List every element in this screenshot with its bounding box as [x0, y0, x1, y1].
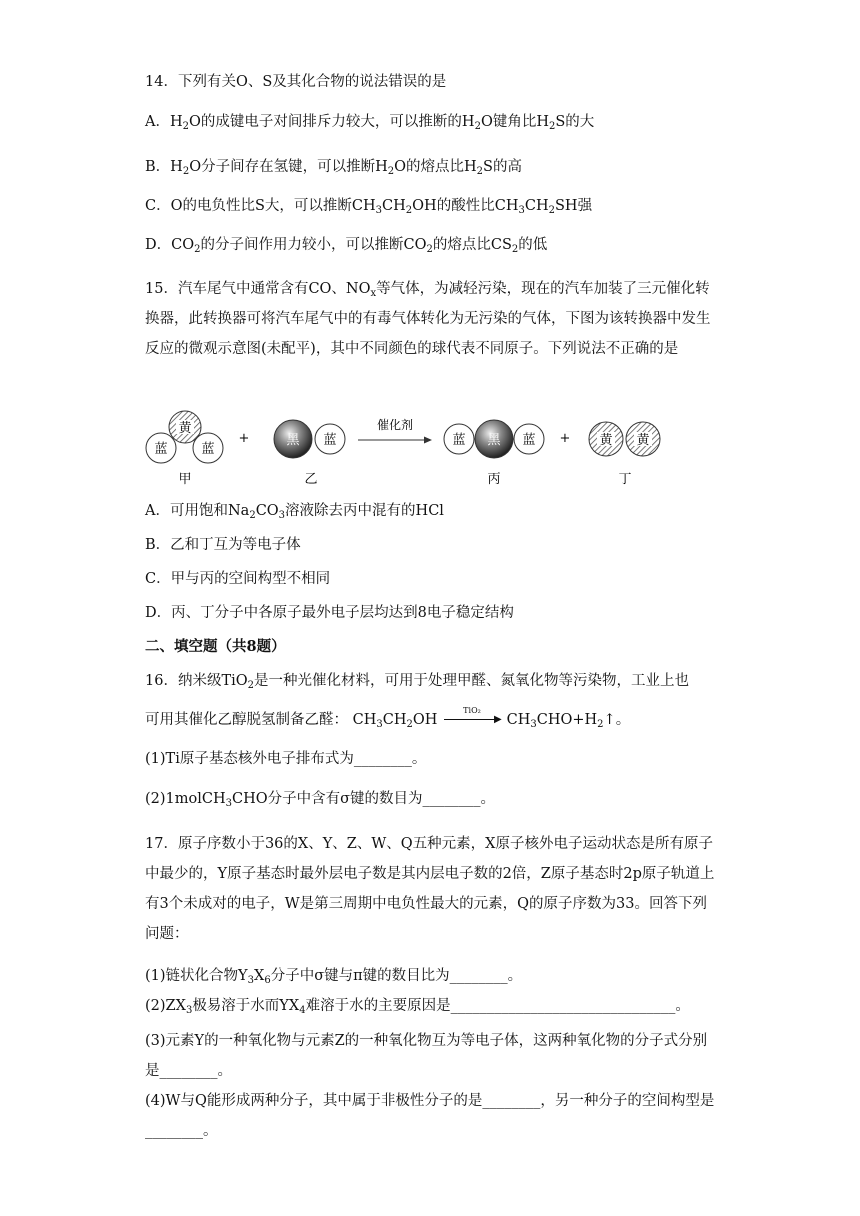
- q17-sub3: (3)元素Y的一种氧化物与元素Z的一种氧化物互为等电子体，这两种氧化物的分子式分别是________。: [145, 1033, 708, 1079]
- q14-option-a: A．$H_2O$的成键电子对间排斥力较大，可以推断的$H_2O$键角比$H_2S$的大: [145, 114, 595, 132]
- atom-label: 蓝: [323, 433, 337, 448]
- reaction-diagram: [140, 408, 680, 490]
- reaction-arrow: TiO₂ ▶: [442, 713, 502, 727]
- atom-label: 蓝: [154, 442, 168, 457]
- atom-label: 蓝: [201, 442, 215, 457]
- q17-sub2: $(2)ZX_3$极易溶于水而$YX_4$难溶于水的主要原因是_______________________________。: [145, 998, 690, 1016]
- atom-label: 黄: [599, 433, 613, 448]
- q16-stem-line2: 可用其催化乙醇脱氢制备乙醛： $CH_3CH_2OH$ TiO₂ ▶ $CH_3CHO+H_2↑$。: [145, 706, 631, 730]
- section-heading: 二、填空题（共8题）: [145, 638, 286, 655]
- q16-sub1: (1)Ti原子基态核外电子排布式为________。: [145, 751, 427, 767]
- label-bing: 丙: [487, 472, 501, 487]
- atom-label: 黄: [178, 421, 192, 436]
- molecule-yi: [274, 420, 345, 458]
- label-jia: 甲: [178, 472, 192, 487]
- q14-option-d: D．$CO_2$的分子间作用力较小，可以推断$CO_2$的熔点比$CS_2$的低: [145, 237, 548, 255]
- q16-sub2: (2)1molCH$_3$CHO分子中含有σ键的数目为________。: [145, 791, 496, 809]
- atom-label: 蓝: [522, 433, 536, 448]
- label-ding: 丁: [618, 472, 632, 487]
- q17-sub4: (4)W与Q能形成两种分子，其中属于非极性分子的是________，另一种分子的空间构型是________。: [145, 1093, 715, 1139]
- catalyst-label: 催化剂: [376, 418, 414, 432]
- q15-option-d: D．丙、丁分子中各原子最外电子层均达到8电子稳定结构: [145, 605, 514, 621]
- q15-stem: 15．汽车尾气中通常含有CO、$NO_x$等气体，为减轻污染，现在的汽车加装了三元催化转换器，此转换器可将汽车尾气中的有毒气体转化为无污染的气体，下图为该转换器中发生反应的微观示意图(未配平)，其中不同颜色的球代表不同原子。下列说法不正确的是: [145, 281, 711, 357]
- q14-option-c: C．O的电负性比S大，可以推断$CH_3CH_2OH$的酸性比$CH_3CH_2SH$强: [145, 198, 593, 216]
- plus-sign: +: [238, 431, 250, 446]
- atom-label: 黑: [286, 433, 300, 448]
- equation: $CH_3CH_2OH$ TiO₂ ▶ $CH_3CHO+H_2↑$。: [352, 706, 631, 730]
- q17-sub1: (1)链状化合物$Y_3X_6$分子中σ键与π键的数目比为________。: [145, 968, 523, 986]
- q15-option-c: C．甲与丙的空间构型不相同: [145, 571, 331, 587]
- q14-option-b: B．$H_2O$分子间存在氢键，可以推断$H_2O$的熔点比$H_2S$的高: [145, 159, 522, 177]
- arrow-catalyst: TiO₂: [463, 706, 481, 715]
- q15-option-a: A．可用饱和$Na_2CO_3$溶液除去丙中混有的HCl: [145, 503, 444, 521]
- q16-stem-line1: 16．纳米级TiO$_2$是一种光催化材料，可用于处理甲醛、氮氧化物等污染物，工业上也: [145, 673, 690, 691]
- plus-sign: +: [559, 431, 571, 446]
- q14-stem: 14．下列有关O、S及其化合物的说法错误的是: [145, 74, 447, 90]
- q17-stem: 17．原子序数小于36的X、Y、Z、W、Q五种元素，X原子核外电子运动状态是所有原子中最少的，Y原子基态时最外层电子数是其内层电子数的2倍，Z原子基态时2p原子轨道上有3个未成对的电子，W是第三周期中电负性最大的元素，Q的原子序数为33。回答下列问题：: [145, 836, 715, 942]
- molecule-jia: [146, 411, 223, 463]
- catalyst-arrow: [358, 417, 432, 444]
- molecule-ding: [589, 422, 660, 456]
- atom-label: 蓝: [452, 433, 466, 448]
- atom-label: 黑: [487, 433, 501, 448]
- q15-option-b: B．乙和丁互为等电子体: [145, 537, 301, 553]
- molecule-bing: [444, 420, 544, 458]
- label-yi: 乙: [304, 472, 318, 487]
- atom-label: 黄: [636, 433, 650, 448]
